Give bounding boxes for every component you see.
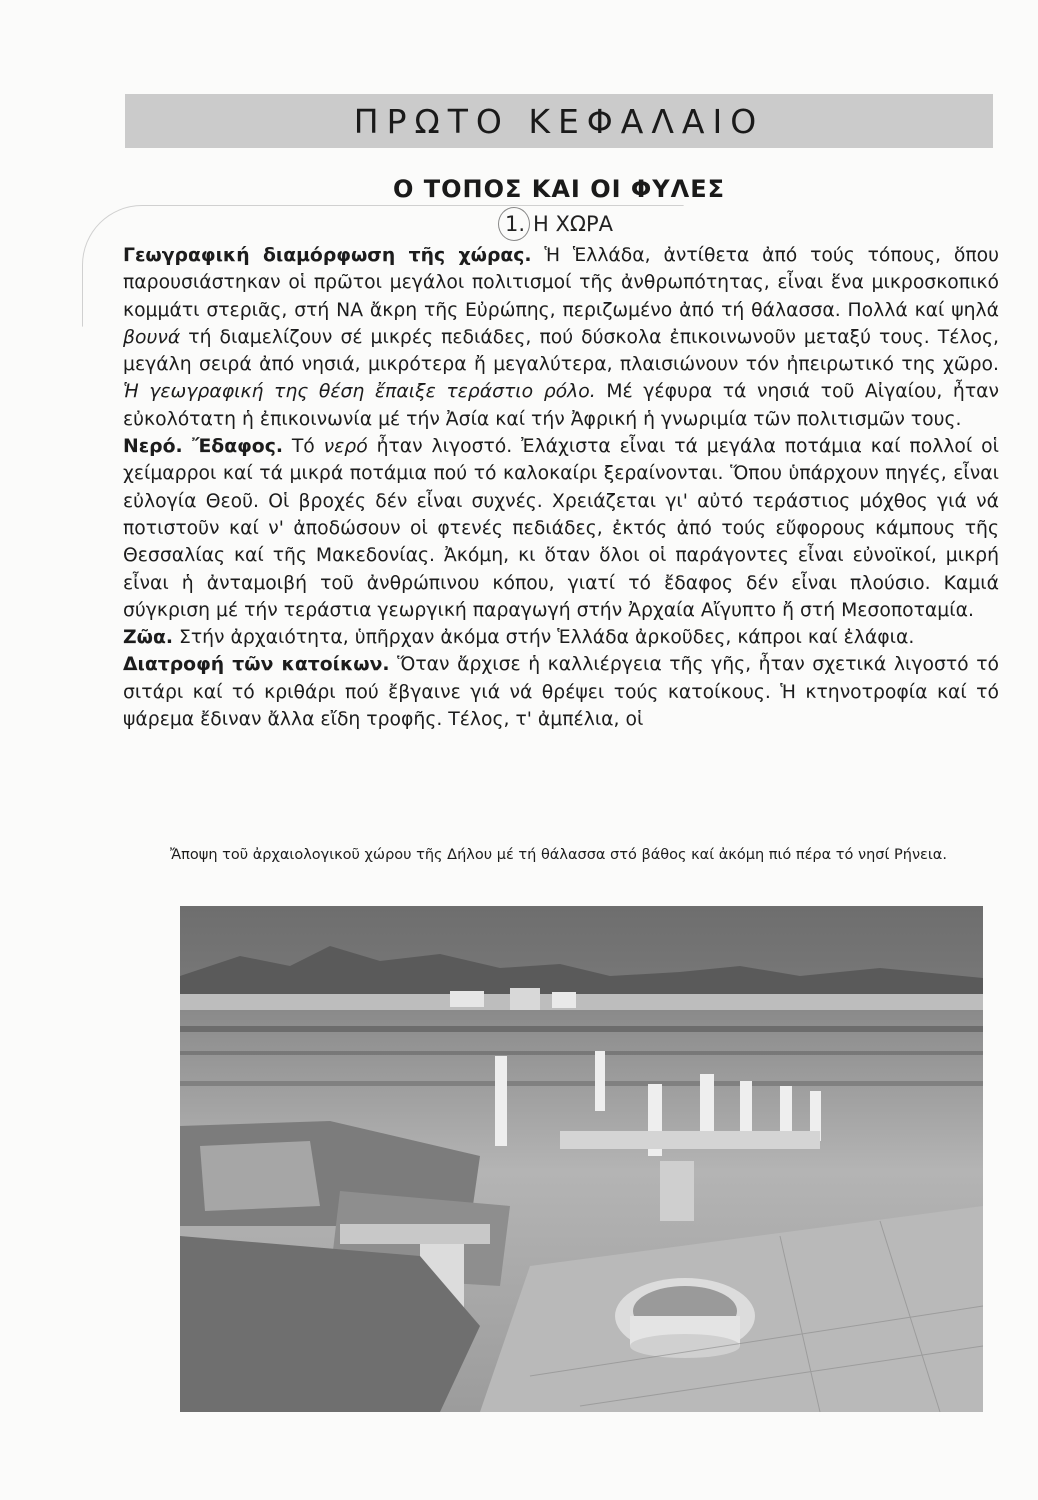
paragraph-diet bbox=[123, 651, 999, 733]
paragraph-text: Ὅταν ἄρχισε ἡ καλλιέργεια τῆς γῆς, ἦταν σχετικά λιγοστό τό σιτάρι καί τό κριθάρι πού ἔβγαινε γιά νά θρέψει τούς κατοίκους. Ἡ κτηνοτροφία καί τό ψάρεμα ἔδιναν ἄλλα εἴδη τροφῆς. Τέλος, τ' ἀμπέλια, οἱ bbox=[123, 654, 999, 731]
section-title: Ο ΤΟΠΟΣ ΚΑΙ ΟΙ ΦΥΛΕΣ bbox=[392, 175, 726, 203]
chapter-banner bbox=[125, 94, 993, 148]
body-text bbox=[123, 242, 999, 733]
subsection-title: Η ΧΩΡΑ bbox=[533, 212, 613, 236]
paragraph-heading: Διατροφή τῶν κατοίκων. bbox=[123, 654, 390, 676]
paragraph-heading: Ζῶα. bbox=[123, 627, 173, 649]
paragraph-geography bbox=[123, 242, 999, 433]
paragraph-text: Στήν ἀρχαιότητα, ὑπῆρχαν ἀκόμα στήν Ἑλλάδα ἀρκοῦδες, κάπροι καί ἐλάφια. bbox=[172, 627, 915, 649]
photo-caption: Ἄποψη τοῦ ἀρχαιολογικοῦ χώρου τῆς Δήλου μέ τή θάλασσα στό βάθος καί ἀκόμη πιό πέρα τό νησί Ρήνεια. bbox=[170, 847, 947, 863]
delos-photo bbox=[180, 906, 983, 1412]
paragraph-text: ἦταν λιγοστό. Ἐλάχιστα εἶναι τά μεγάλα ποτάμια καί πολλοί οἱ χείμαρροι καί τά μικρά ποτάμια πού τό καλοκαίρι ξεραίνονται. Ὅπου ὑπάρχουν πηγές, εἶναι εὐλογία Θεοῦ. Οἱ βροχές δέν εἶναι συχνές. Χρειάζεται γι' αὐτό τεράστιος μόχθος γιά νά ποτιστοῦν καί ν' ἀποδώσουν οἱ φτενές πεδιάδες, ἐκτός ἀπό τούς εὔφορους κάμπους τῆς Θεσσαλίας καί τῆς Μακεδονίας. Ἀκόμη, κι ὅταν ὅλοι οἱ παράγοντες εἶναι εὐνοϊκοί, μικρή εἶναι ἡ ἀνταμοιβή τοῦ ἀνθρώπινου κόπου, γιατί τό ἔδαφος δέν εἶναι πλούσιο. Καμιά σύγκριση μέ τήν τεράστια γεωργική παραγωγή στήν Ἀρχαία Αἴγυπτο ἤ στή Μεσοποταμία. bbox=[123, 436, 999, 621]
subsection-number: 1. bbox=[505, 212, 526, 236]
paragraph-heading: Γεωγραφική διαμόρφωση τῆς χώρας. bbox=[123, 245, 532, 266]
paragraph-animals bbox=[123, 624, 999, 651]
paragraph-text: Μέ γέφυρα τά νησιά τοῦ Αἰγαίου, ἦταν εὐκολότατη ἡ ἐπικοινωνία μέ τήν Ἀσία καί τήν Ἀφρική ἡ γνωριμία τῶν πολιτισμῶν τους. bbox=[123, 381, 999, 430]
emphasis-text: νερό bbox=[323, 436, 368, 458]
paragraph-text: Ἡ Ἑλλάδα, ἀντίθετα ἀπό τούς τόπους, ὅπου παρουσιάστηκαν οἱ πρῶτοι μεγάλοι πολιτισμοί τῆς ἀνθρωπότητας, εἶναι ἕνα μικροσκοπικό κομμάτι στεριᾶς, στή ΝΑ ἄκρη τῆς Εὐρώπης, περιζωμένο ἀπό τή θάλασσα. Πολλά καί ψηλά bbox=[123, 245, 999, 321]
emphasis-text: Ἡ γεωγραφική της θέση ἔπαιξε τεράστιο ρόλο. bbox=[123, 381, 596, 403]
delos-photo-illustration bbox=[180, 906, 983, 1412]
paragraph-water bbox=[123, 433, 999, 624]
paragraph-text: τή διαμελίζουν σέ μικρές πεδιάδες, πού δύσκολα ἐπικοινωνοῦν μεταξύ τους. Τέλος, μεγάλη σειρά ἀπό νησιά, μικρότερα ἤ μεγαλύτερα, πλαισιώνουν τόν ἠπειρωτικό της χῶρο. bbox=[123, 326, 999, 376]
subsection-heading bbox=[125, 212, 993, 236]
emphasis-text: βουνά bbox=[123, 326, 181, 348]
chapter-title: ΠΡΩΤΟ ΚΕΦΑΛΑΙΟ bbox=[353, 101, 765, 141]
paragraph-text: Τό bbox=[282, 436, 324, 458]
paragraph-heading: Νερό. Ἔδαφος. bbox=[123, 436, 283, 458]
